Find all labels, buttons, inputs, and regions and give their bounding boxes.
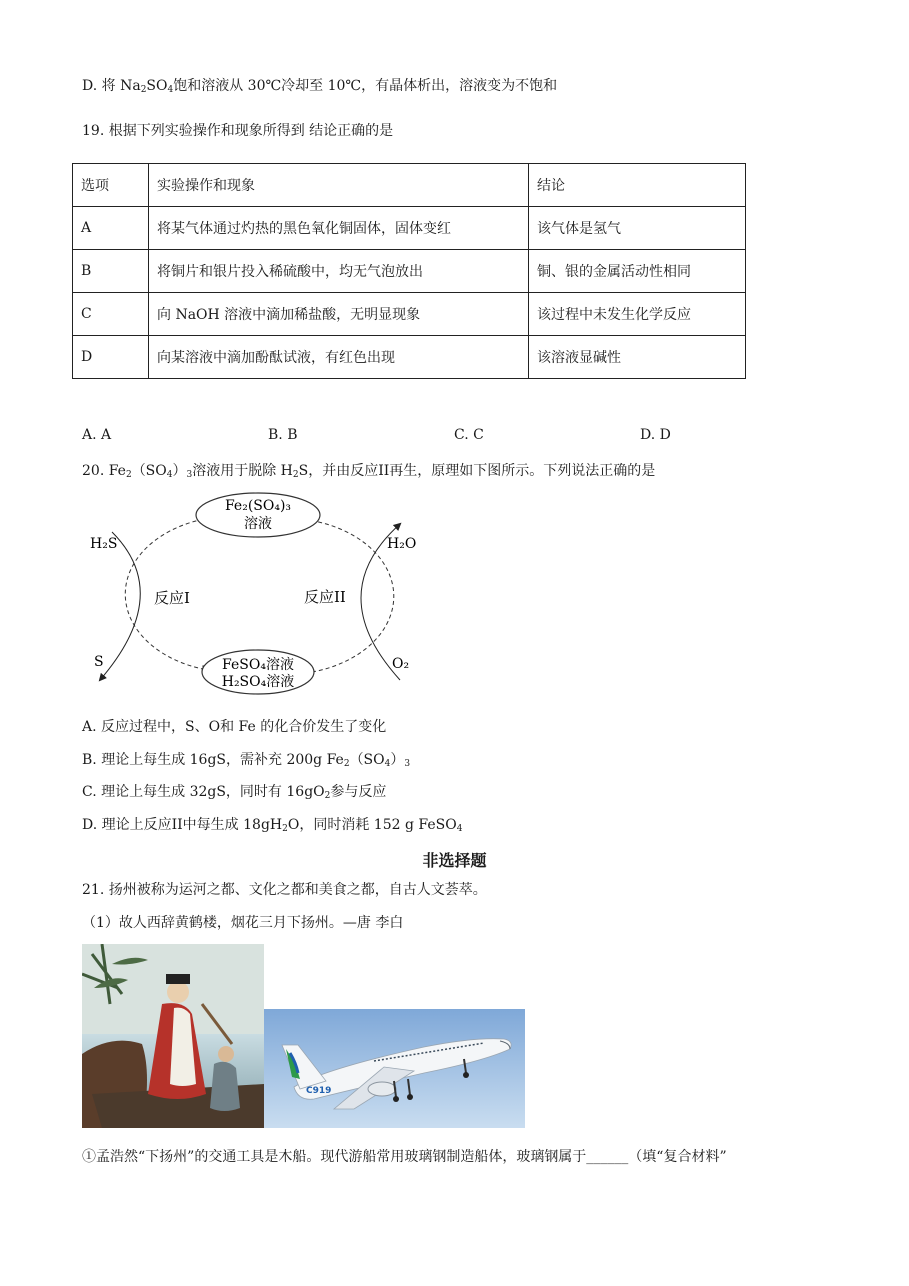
subscript: 2 [343, 759, 350, 769]
subscript: 4 [166, 470, 173, 480]
table-cell: 该过程中未发生化学反应 [529, 293, 746, 336]
table-cell: 向 NaOH 溶液中滴加稀盐酸，无明显现象 [149, 293, 529, 336]
o2-label: O₂ [392, 656, 410, 672]
table-cell: C [73, 293, 149, 336]
s-label: S [94, 654, 104, 670]
subscript: 2 [282, 824, 288, 834]
option-d: D. D [640, 427, 671, 443]
option-c: C. C [454, 427, 484, 443]
text: D. 理论上反应II中每生成 18gH [82, 817, 283, 833]
q21-stem: 21. 扬州被称为运河之都、文化之都和美食之都，自古人文荟萃。 [82, 882, 487, 898]
poet-boat-illustration [82, 944, 264, 1128]
table-cell: 将铜片和银片投入稀硫酸中，均无气泡放出 [149, 250, 529, 293]
top-ellipse-line1: Fe₂(SO₄)₃ [224, 498, 292, 514]
section-title: 非选择题 [422, 851, 487, 870]
airplane-photo [264, 1009, 525, 1128]
bottom-ellipse-line2: H₂SO₄溶液 [221, 674, 295, 690]
q21-sub1: （1）故人西辞黄鹤楼，烟花三月下扬州。—唐 李白 [82, 915, 404, 931]
table-cell: A [73, 207, 149, 250]
table-cell: 将某气体通过灼热的黑色氧化铜固体，固体变红 [149, 207, 529, 250]
subscript: 3 [404, 759, 411, 769]
text: ） [172, 463, 187, 479]
q21-question-1: ①孟浩然“下扬州”的交通工具是木船。现代游船常用玻璃钢制造船体，玻璃钢属于______（填“复合材料” [82, 1149, 727, 1165]
text: D. 将 Na [82, 78, 141, 94]
reaction-cycle-diagram [82, 490, 422, 700]
q20-option-c [82, 782, 386, 806]
table-cell: 铜、银的金属活动性相同 [529, 250, 746, 293]
table-header-row [73, 164, 746, 207]
table-cell: 该溶液显碱性 [529, 336, 746, 379]
q19-table [72, 163, 746, 379]
subscript: 3 [186, 470, 193, 480]
subscript: 2 [140, 85, 147, 95]
text: S，并由反应II再生，原理如下图所示。下列说法正确的是 [298, 463, 656, 479]
table-row [73, 250, 746, 293]
q20-option-b [82, 750, 410, 774]
text: 参与反应 [330, 784, 387, 800]
table-row [73, 293, 746, 336]
header-cell: 选项 [73, 164, 149, 207]
reaction-i-label: 反应I [154, 589, 190, 607]
text: C. 理论上每生成 32gS，同时有 16gO [82, 784, 325, 800]
subscript: 2 [125, 470, 132, 480]
q20-option-d [82, 815, 462, 839]
reaction-ii-label: 反应II [304, 588, 346, 606]
header-cell: 实验操作和现象 [149, 164, 529, 207]
table-row [73, 207, 746, 250]
text: SO [146, 78, 168, 94]
table-cell: 该气体是氢气 [529, 207, 746, 250]
q20-option-a: A. 反应过程中，S、O和 Fe 的化合价发生了变化 [82, 719, 387, 735]
subscript: 2 [324, 791, 331, 801]
text: （SO [349, 752, 385, 768]
subscript: 4 [167, 85, 174, 95]
q19-stem: 19. 根据下列实验操作和现象所得到 结论正确的是 [82, 123, 394, 139]
table-cell: D [73, 336, 149, 379]
text: 溶液用于脱除 H [192, 463, 293, 479]
top-ellipse-line2: 溶液 [244, 516, 272, 532]
header-cell: 结论 [529, 164, 746, 207]
h2o-label: H₂O [387, 536, 417, 552]
table-cell: B [73, 250, 149, 293]
q18-option-d [82, 76, 557, 100]
subscript: 4 [384, 759, 391, 769]
text: O，同时消耗 152 g FeSO [287, 817, 457, 833]
option-b: B. B [268, 427, 298, 443]
subscript: 4 [456, 824, 463, 834]
text: 20. Fe [82, 463, 126, 479]
text: 饱和溶液从 30℃冷却至 10℃，有晶体析出，溶液变为不饱和 [173, 78, 558, 94]
text: （SO [131, 463, 167, 479]
option-a: A. A [82, 427, 112, 443]
q19-options [82, 427, 802, 447]
subscript: 2 [292, 470, 299, 480]
h2s-label: H₂S [90, 536, 118, 552]
plane-label: C919 [306, 1086, 332, 1096]
text: ） [390, 752, 405, 768]
table-row [73, 336, 746, 379]
table-cell: 向某溶液中滴加酚酞试液，有红色出现 [149, 336, 529, 379]
text: B. 理论上每生成 16gS，需补充 200g Fe [82, 752, 344, 768]
left-side-arrow [100, 532, 140, 680]
q20-stem [82, 461, 655, 485]
bottom-ellipse-line1: FeSO₄溶液 [222, 657, 294, 673]
